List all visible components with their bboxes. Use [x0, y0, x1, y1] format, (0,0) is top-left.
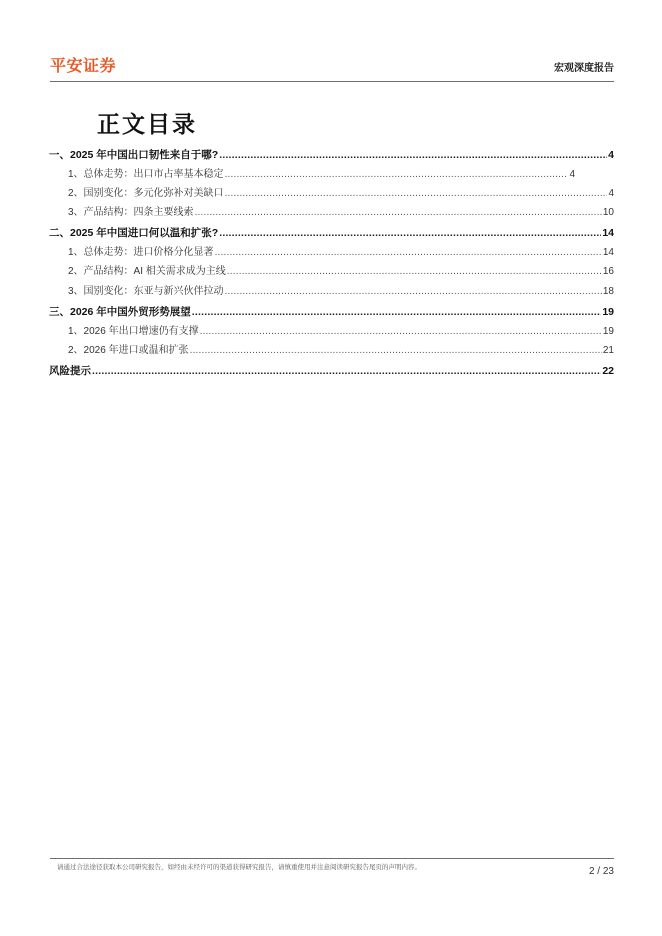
toc-entry-page: 19 — [602, 326, 614, 337]
toc-entry-page: 16 — [602, 266, 614, 277]
toc-entry-text: 2025 年中国进口何以温和扩张? — [70, 227, 219, 239]
toc-entry-text: 1、总体走势：进口价格分化显著 — [68, 247, 214, 258]
toc-entry-page: 4 — [608, 188, 614, 199]
toc-entry-text: 风险提示 — [49, 365, 91, 377]
toc-entry-section-2-1[interactable] — [68, 245, 614, 261]
toc-entry-text: 3、国别变化：东亚与新兴伙伴拉动 — [68, 286, 224, 297]
toc-entry-page: 21 — [602, 345, 614, 356]
toc-entry-page: 18 — [602, 286, 614, 297]
toc-entry-text: 2026 年中国外贸形势展望 — [70, 306, 191, 318]
toc-entry-page: 19 — [602, 306, 614, 318]
toc-entry-section-3-1[interactable] — [68, 324, 614, 340]
footer-divider — [50, 858, 614, 859]
toc-entry-section-2-2[interactable] — [68, 264, 614, 280]
toc-entry-page: 14 — [602, 247, 614, 258]
toc-entry-section-3-2[interactable] — [68, 343, 614, 359]
dot-leader — [195, 205, 602, 221]
toc-entry-page: 4 — [569, 169, 575, 180]
toc-entry-text: 2、2026 年进口或温和扩张 — [68, 345, 189, 356]
report-type-label: 宏观深度报告 — [554, 63, 614, 74]
toc-entry-text: 2、产品结构：AI 相关需求成为主线 — [68, 266, 226, 277]
dot-leader — [227, 264, 602, 280]
toc-entry-risk-notice[interactable] — [49, 363, 614, 379]
dot-leader — [225, 186, 608, 202]
toc-entry-text: 2、国别变化：多元化弥补对美缺口 — [68, 188, 224, 199]
brand-logo: 平安证券 — [50, 56, 117, 75]
dot-leader — [192, 304, 602, 320]
dot-leader — [225, 284, 602, 300]
toc-entry-section-1-2[interactable] — [68, 186, 614, 202]
dot-leader — [215, 245, 602, 261]
dot-leader — [92, 363, 601, 379]
toc-entry-text: 1、2026 年出口增速仍有支撑 — [68, 326, 199, 337]
toc-entry-section-2-3[interactable] — [68, 284, 614, 300]
toc-title: 正文目录 — [97, 112, 197, 138]
toc-entry-text: 1、总体走势：出口市占率基本稳定 — [68, 169, 224, 180]
toc-entry-page: 4 — [608, 149, 614, 161]
dot-leader — [200, 324, 602, 340]
toc-entry-section-1-1[interactable] — [68, 167, 575, 183]
toc-entry-number: 二、 — [49, 227, 70, 239]
footer-disclaimer: 请通过合法途径获取本公司研究报告，如经由未经许可的渠道获得研究报告，请慎重使用并注意阅读研究报告尾页的声明内容。 — [57, 864, 421, 871]
page-header — [50, 52, 614, 82]
toc-entry-page: 14 — [602, 227, 614, 239]
dot-leader — [219, 147, 607, 163]
toc-entry-chapter-3[interactable] — [49, 304, 614, 320]
toc-entry-text: 2025 年中国出口韧性来自于哪? — [70, 149, 219, 161]
header-divider — [50, 81, 614, 82]
toc-entry-number: 三、 — [49, 306, 70, 318]
dot-leader — [190, 343, 602, 359]
dot-leader — [225, 167, 569, 183]
page-number: 2 / 23 — [588, 866, 614, 877]
toc-entry-chapter-2[interactable] — [49, 225, 614, 241]
dot-leader — [219, 225, 601, 241]
toc-entry-page: 22 — [602, 365, 614, 377]
toc-entry-section-1-3[interactable] — [68, 205, 614, 221]
toc-entry-number: 一、 — [49, 149, 70, 161]
toc-entry-page: 10 — [602, 207, 614, 218]
toc-entry-chapter-1[interactable] — [49, 147, 614, 163]
toc-entry-text: 3、产品结构：四条主要线索 — [68, 207, 194, 218]
